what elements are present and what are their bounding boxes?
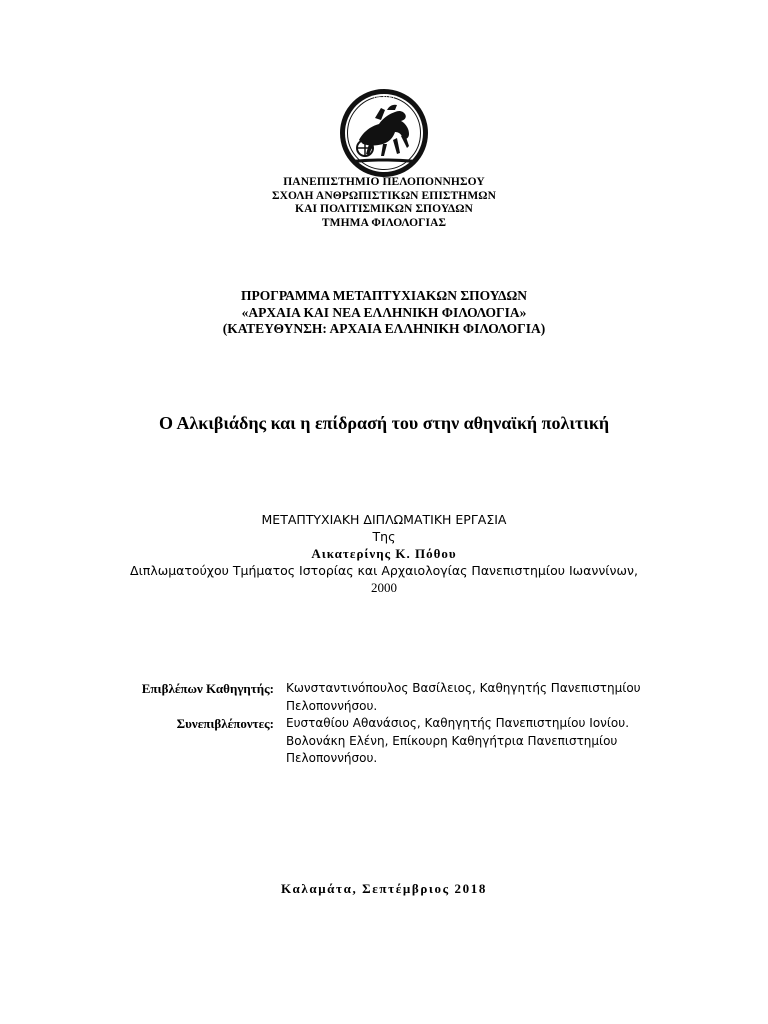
program-heading [0,288,768,338]
university-heading [0,176,768,230]
author-name: Αικατερίνης Κ. Πόθου [311,546,457,561]
cosupervisors-value [286,715,666,768]
seal-inscription: ΠΕΛΟΠ [373,95,395,102]
supervisors-section [108,680,668,768]
cosupervisors-label: Συνεπιβλέποντες: [176,716,274,731]
author-degree: Διπλωματούχου Τμήματος Ιστορίας και Αρχαιολογίας Πανεπιστημίου Ιωαννίνων, [130,563,638,578]
cosupervisor-line: Ευσταθίου Αθανάσιος, Καθηγητής Πανεπιστημίου Ιονίου. [286,716,630,730]
program-track: (ΚΑΤΕΥΘΥΝΣΗ: ΑΡΧΑΙΑ ΕΛΛΗΝΙΚΗ ΦΙΛΟΛΟΓΙΑ) [222,321,546,336]
cosupervisors-row [108,715,668,768]
school-name-line2: ΚΑΙ ΠΟΛΙΤΙΣΜΙΚΩΝ ΣΠΟΥΔΩΝ [295,203,473,215]
document-type: ΜΕΤΑΠΤΥΧΙΑΚΗ ΔΙΠΛΩΜΑΤΙΚΗ ΕΡΓΑΣΙΑ [261,512,507,527]
author-preposition: Της [372,529,396,544]
department-name: ΤΜΗΜΑ ΦΙΛΟΛΟΓΙΑΣ [321,216,447,229]
supervisor-label: Επιβλέπων Καθηγητής: [141,681,274,696]
place-date: Καλαμάτα, Σεπτέμβριος 2018 [281,881,487,896]
cosupervisor-line: Βολονάκη Ελένη, Επίκουρη Καθηγήτρια Πανεπιστημίου [286,733,618,748]
university-name: ΠΑΝΕΠΙΣΤΗΜΙΟ ΠΕΛΟΠΟΝΝΗΣΟΥ [283,176,485,188]
chariot-seal-icon [339,88,429,178]
school-name-line1: ΣΧΟΛΗ ΑΝΘΡΩΠΙΣΤΙΚΩΝ ΕΠΙΣΤΗΜΩΝ [271,189,497,202]
supervisor-line: Πελοποννήσου. [286,698,378,713]
cosupervisor-line: Πελοποννήσου. [286,751,378,765]
author-block [0,511,768,596]
program-subject: «ΑΡΧΑΙΑ ΚΑΙ ΝΕΑ ΕΛΛΗΝΙΚΗ ΦΙΛΟΛΟΓΙΑ» [241,304,527,320]
degree-year: 2000 [371,580,397,595]
program-title: ΠΡΟΓΡΑΜΜΑ ΜΕΤΑΠΤΥΧΙΑΚΩΝ ΣΠΟΥΔΩΝ [240,288,528,303]
thesis-title: Ο Αλκιβιάδης και η επίδρασή του στην αθηναϊκή πολιτική [158,413,610,433]
supervisor-row [108,680,668,715]
supervisor-line: Κωνσταντινόπουλος Βασίλειος, Καθηγητής Πανεπιστημίου [286,681,641,695]
supervisor-value [286,680,666,715]
